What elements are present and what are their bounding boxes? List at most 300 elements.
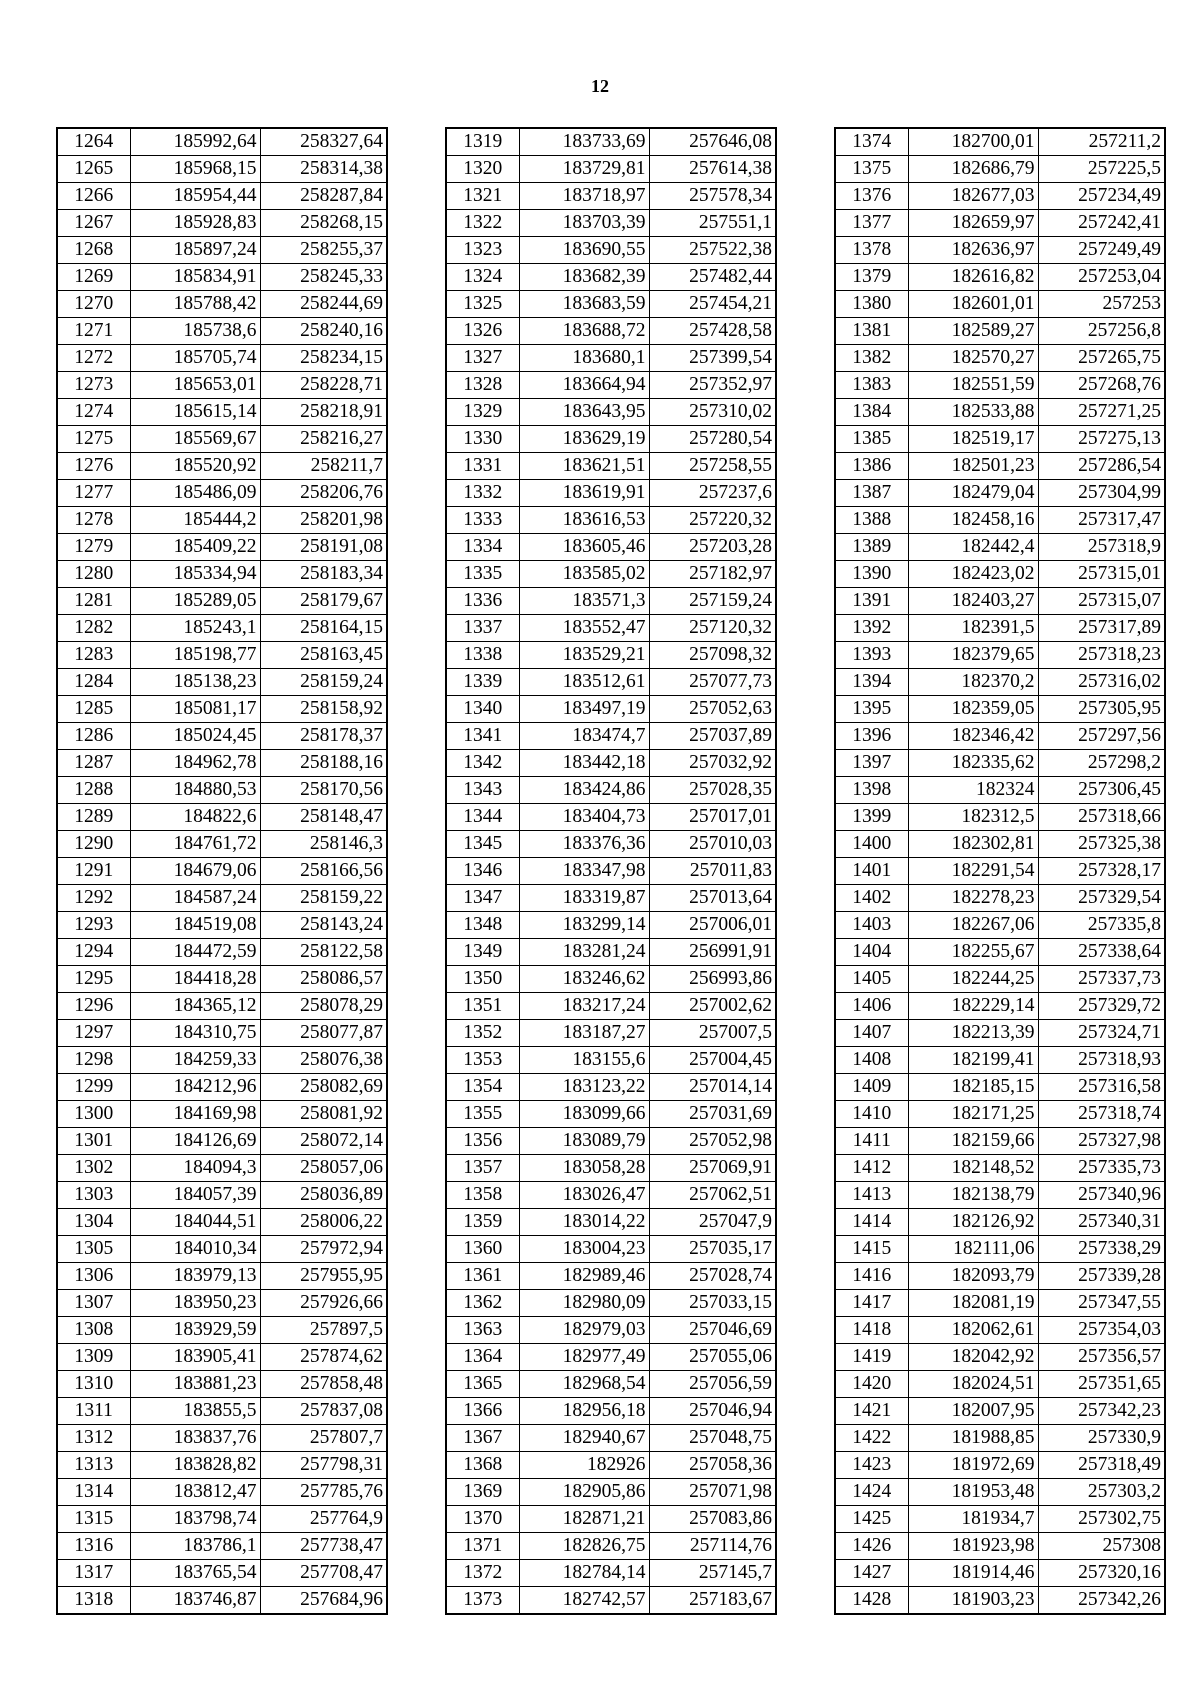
table-row bbox=[446, 723, 776, 750]
table-row bbox=[57, 399, 387, 426]
point-number-cell: 1419 bbox=[835, 1344, 908, 1371]
x-coordinate-cell: 183929,59 bbox=[130, 1317, 260, 1344]
x-coordinate-cell: 182359,05 bbox=[908, 696, 1038, 723]
x-coordinate-cell: 182346,42 bbox=[908, 723, 1038, 750]
point-number-cell: 1351 bbox=[446, 993, 519, 1020]
point-number-cell: 1307 bbox=[57, 1290, 130, 1317]
x-coordinate-cell: 182905,86 bbox=[519, 1479, 649, 1506]
y-coordinate-cell: 257048,75 bbox=[649, 1425, 776, 1452]
y-coordinate-cell: 257327,98 bbox=[1038, 1128, 1165, 1155]
table-row bbox=[446, 1128, 776, 1155]
point-number-cell: 1412 bbox=[835, 1155, 908, 1182]
point-number-cell: 1342 bbox=[446, 750, 519, 777]
point-number-cell: 1402 bbox=[835, 885, 908, 912]
y-coordinate-cell: 258245,33 bbox=[260, 264, 387, 291]
table-row bbox=[57, 237, 387, 264]
x-coordinate-cell: 185569,67 bbox=[130, 426, 260, 453]
y-coordinate-cell: 258183,34 bbox=[260, 561, 387, 588]
y-coordinate-cell: 258327,64 bbox=[260, 128, 387, 156]
table-row bbox=[835, 1128, 1165, 1155]
y-coordinate-cell: 257318,66 bbox=[1038, 804, 1165, 831]
table-row bbox=[446, 1533, 776, 1560]
y-coordinate-cell: 258164,15 bbox=[260, 615, 387, 642]
x-coordinate-cell: 184962,78 bbox=[130, 750, 260, 777]
table-row bbox=[835, 1155, 1165, 1182]
point-number-cell: 1340 bbox=[446, 696, 519, 723]
point-number-cell: 1428 bbox=[835, 1587, 908, 1615]
coordinates-table-2 bbox=[445, 127, 777, 1615]
table-row bbox=[446, 993, 776, 1020]
x-coordinate-cell: 183629,19 bbox=[519, 426, 649, 453]
table-row bbox=[57, 128, 387, 156]
table-row bbox=[57, 507, 387, 534]
x-coordinate-cell: 184010,34 bbox=[130, 1236, 260, 1263]
x-coordinate-cell: 183246,62 bbox=[519, 966, 649, 993]
x-coordinate-cell: 181953,48 bbox=[908, 1479, 1038, 1506]
point-number-cell: 1413 bbox=[835, 1182, 908, 1209]
x-coordinate-cell: 183442,18 bbox=[519, 750, 649, 777]
x-coordinate-cell: 183881,23 bbox=[130, 1371, 260, 1398]
y-coordinate-cell: 258163,45 bbox=[260, 642, 387, 669]
y-coordinate-cell: 257071,98 bbox=[649, 1479, 776, 1506]
table-row bbox=[835, 1560, 1165, 1587]
x-coordinate-cell: 183299,14 bbox=[519, 912, 649, 939]
point-number-cell: 1396 bbox=[835, 723, 908, 750]
x-coordinate-cell: 184822,6 bbox=[130, 804, 260, 831]
y-coordinate-cell: 258057,06 bbox=[260, 1155, 387, 1182]
x-coordinate-cell: 183905,41 bbox=[130, 1344, 260, 1371]
x-coordinate-cell: 183319,87 bbox=[519, 885, 649, 912]
x-coordinate-cell: 182335,62 bbox=[908, 750, 1038, 777]
y-coordinate-cell: 257785,76 bbox=[260, 1479, 387, 1506]
point-number-cell: 1291 bbox=[57, 858, 130, 885]
x-coordinate-cell: 183643,95 bbox=[519, 399, 649, 426]
y-coordinate-cell: 257342,26 bbox=[1038, 1587, 1165, 1615]
x-coordinate-cell: 184587,24 bbox=[130, 885, 260, 912]
table-row bbox=[835, 453, 1165, 480]
point-number-cell: 1310 bbox=[57, 1371, 130, 1398]
y-coordinate-cell: 257220,32 bbox=[649, 507, 776, 534]
y-coordinate-cell: 258078,29 bbox=[260, 993, 387, 1020]
table-row bbox=[446, 345, 776, 372]
x-coordinate-cell: 182199,41 bbox=[908, 1047, 1038, 1074]
point-number-cell: 1290 bbox=[57, 831, 130, 858]
y-coordinate-cell: 257428,58 bbox=[649, 318, 776, 345]
table-row bbox=[57, 939, 387, 966]
point-number-cell: 1350 bbox=[446, 966, 519, 993]
x-coordinate-cell: 185409,22 bbox=[130, 534, 260, 561]
table-row bbox=[57, 1371, 387, 1398]
y-coordinate-cell: 257183,67 bbox=[649, 1587, 776, 1615]
coordinates-table-3 bbox=[834, 127, 1166, 1615]
x-coordinate-cell: 183812,47 bbox=[130, 1479, 260, 1506]
x-coordinate-cell: 184169,98 bbox=[130, 1101, 260, 1128]
x-coordinate-cell: 183798,74 bbox=[130, 1506, 260, 1533]
x-coordinate-cell: 184259,33 bbox=[130, 1047, 260, 1074]
x-coordinate-cell: 182980,09 bbox=[519, 1290, 649, 1317]
point-number-cell: 1398 bbox=[835, 777, 908, 804]
table-row bbox=[835, 210, 1165, 237]
y-coordinate-cell: 257310,02 bbox=[649, 399, 776, 426]
point-number-cell: 1353 bbox=[446, 1047, 519, 1074]
page-number: 12 bbox=[591, 76, 609, 96]
x-coordinate-cell: 182379,65 bbox=[908, 642, 1038, 669]
point-number-cell: 1311 bbox=[57, 1398, 130, 1425]
table-row bbox=[57, 1344, 387, 1371]
table-row bbox=[835, 669, 1165, 696]
table-row bbox=[835, 966, 1165, 993]
table-row bbox=[835, 128, 1165, 156]
point-number-cell: 1304 bbox=[57, 1209, 130, 1236]
x-coordinate-cell: 183765,54 bbox=[130, 1560, 260, 1587]
point-number-cell: 1330 bbox=[446, 426, 519, 453]
y-coordinate-cell: 257275,13 bbox=[1038, 426, 1165, 453]
table-row bbox=[835, 1479, 1165, 1506]
point-number-cell: 1381 bbox=[835, 318, 908, 345]
y-coordinate-cell: 257305,95 bbox=[1038, 696, 1165, 723]
x-coordinate-cell: 183376,36 bbox=[519, 831, 649, 858]
point-number-cell: 1404 bbox=[835, 939, 908, 966]
point-number-cell: 1372 bbox=[446, 1560, 519, 1587]
y-coordinate-cell: 257807,7 bbox=[260, 1425, 387, 1452]
point-number-cell: 1345 bbox=[446, 831, 519, 858]
y-coordinate-cell: 258216,27 bbox=[260, 426, 387, 453]
point-number-cell: 1341 bbox=[446, 723, 519, 750]
table-row bbox=[835, 372, 1165, 399]
y-coordinate-cell: 257077,73 bbox=[649, 669, 776, 696]
x-coordinate-cell: 182062,61 bbox=[908, 1317, 1038, 1344]
x-coordinate-cell: 183497,19 bbox=[519, 696, 649, 723]
point-number-cell: 1379 bbox=[835, 264, 908, 291]
y-coordinate-cell: 257399,54 bbox=[649, 345, 776, 372]
point-number-cell: 1308 bbox=[57, 1317, 130, 1344]
y-coordinate-cell: 258268,15 bbox=[260, 210, 387, 237]
y-coordinate-cell: 257324,71 bbox=[1038, 1020, 1165, 1047]
table-row bbox=[835, 723, 1165, 750]
y-coordinate-cell: 258166,56 bbox=[260, 858, 387, 885]
x-coordinate-cell: 182601,01 bbox=[908, 291, 1038, 318]
y-coordinate-cell: 257002,62 bbox=[649, 993, 776, 1020]
table-row bbox=[835, 291, 1165, 318]
x-coordinate-cell: 182659,97 bbox=[908, 210, 1038, 237]
point-number-cell: 1378 bbox=[835, 237, 908, 264]
y-coordinate-cell: 257738,47 bbox=[260, 1533, 387, 1560]
x-coordinate-cell: 185334,94 bbox=[130, 561, 260, 588]
table-row bbox=[835, 1344, 1165, 1371]
point-number-cell: 1397 bbox=[835, 750, 908, 777]
table-row bbox=[446, 1371, 776, 1398]
table-row bbox=[57, 453, 387, 480]
y-coordinate-cell: 257315,07 bbox=[1038, 588, 1165, 615]
x-coordinate-cell: 183837,76 bbox=[130, 1425, 260, 1452]
table-row bbox=[835, 642, 1165, 669]
y-coordinate-cell: 257302,75 bbox=[1038, 1506, 1165, 1533]
x-coordinate-cell: 182533,88 bbox=[908, 399, 1038, 426]
table-row bbox=[57, 291, 387, 318]
x-coordinate-cell: 183512,61 bbox=[519, 669, 649, 696]
point-number-cell: 1423 bbox=[835, 1452, 908, 1479]
table-row bbox=[57, 1263, 387, 1290]
y-coordinate-cell: 258179,67 bbox=[260, 588, 387, 615]
y-coordinate-cell: 257242,41 bbox=[1038, 210, 1165, 237]
x-coordinate-cell: 184880,53 bbox=[130, 777, 260, 804]
table-row bbox=[835, 858, 1165, 885]
point-number-cell: 1312 bbox=[57, 1425, 130, 1452]
table-row bbox=[57, 1479, 387, 1506]
y-coordinate-cell: 258143,24 bbox=[260, 912, 387, 939]
y-coordinate-cell: 257083,86 bbox=[649, 1506, 776, 1533]
table-row bbox=[57, 723, 387, 750]
point-number-cell: 1331 bbox=[446, 453, 519, 480]
point-number-cell: 1326 bbox=[446, 318, 519, 345]
y-coordinate-cell: 257342,23 bbox=[1038, 1398, 1165, 1425]
y-coordinate-cell: 257182,97 bbox=[649, 561, 776, 588]
x-coordinate-cell: 183786,1 bbox=[130, 1533, 260, 1560]
point-number-cell: 1361 bbox=[446, 1263, 519, 1290]
x-coordinate-cell: 182501,23 bbox=[908, 453, 1038, 480]
point-number-cell: 1384 bbox=[835, 399, 908, 426]
point-number-cell: 1364 bbox=[446, 1344, 519, 1371]
y-coordinate-cell: 257318,23 bbox=[1038, 642, 1165, 669]
y-coordinate-cell: 258148,47 bbox=[260, 804, 387, 831]
x-coordinate-cell: 182700,01 bbox=[908, 128, 1038, 156]
point-number-cell: 1354 bbox=[446, 1074, 519, 1101]
y-coordinate-cell: 257258,55 bbox=[649, 453, 776, 480]
table-row bbox=[446, 1182, 776, 1209]
table-row bbox=[835, 318, 1165, 345]
table-row bbox=[446, 1587, 776, 1615]
point-number-cell: 1370 bbox=[446, 1506, 519, 1533]
point-number-cell: 1388 bbox=[835, 507, 908, 534]
point-number-cell: 1283 bbox=[57, 642, 130, 669]
point-number-cell: 1366 bbox=[446, 1398, 519, 1425]
point-number-cell: 1383 bbox=[835, 372, 908, 399]
y-coordinate-cell: 257056,59 bbox=[649, 1371, 776, 1398]
table-row bbox=[835, 183, 1165, 210]
table-row bbox=[835, 1506, 1165, 1533]
y-coordinate-cell: 257335,73 bbox=[1038, 1155, 1165, 1182]
table-row bbox=[446, 669, 776, 696]
table-row bbox=[835, 804, 1165, 831]
table-row bbox=[446, 615, 776, 642]
table-row bbox=[446, 1263, 776, 1290]
x-coordinate-cell: 182213,39 bbox=[908, 1020, 1038, 1047]
table-row bbox=[835, 534, 1165, 561]
x-coordinate-cell: 184126,69 bbox=[130, 1128, 260, 1155]
y-coordinate-cell: 257337,73 bbox=[1038, 966, 1165, 993]
table-row bbox=[446, 183, 776, 210]
x-coordinate-cell: 182159,66 bbox=[908, 1128, 1038, 1155]
point-number-cell: 1425 bbox=[835, 1506, 908, 1533]
table-row bbox=[835, 1209, 1165, 1236]
x-coordinate-cell: 183664,94 bbox=[519, 372, 649, 399]
y-coordinate-cell: 257280,54 bbox=[649, 426, 776, 453]
y-coordinate-cell: 257330,9 bbox=[1038, 1425, 1165, 1452]
y-coordinate-cell: 257013,64 bbox=[649, 885, 776, 912]
point-number-cell: 1348 bbox=[446, 912, 519, 939]
y-coordinate-cell: 257237,6 bbox=[649, 480, 776, 507]
x-coordinate-cell: 182551,59 bbox=[908, 372, 1038, 399]
table-row bbox=[57, 534, 387, 561]
y-coordinate-cell: 257249,49 bbox=[1038, 237, 1165, 264]
point-number-cell: 1273 bbox=[57, 372, 130, 399]
point-number-cell: 1390 bbox=[835, 561, 908, 588]
y-coordinate-cell: 257340,31 bbox=[1038, 1209, 1165, 1236]
point-number-cell: 1316 bbox=[57, 1533, 130, 1560]
x-coordinate-cell: 182171,25 bbox=[908, 1101, 1038, 1128]
y-coordinate-cell: 258158,92 bbox=[260, 696, 387, 723]
x-coordinate-cell: 185138,23 bbox=[130, 669, 260, 696]
point-number-cell: 1292 bbox=[57, 885, 130, 912]
table-row bbox=[835, 1047, 1165, 1074]
x-coordinate-cell: 184365,12 bbox=[130, 993, 260, 1020]
x-coordinate-cell: 182111,06 bbox=[908, 1236, 1038, 1263]
x-coordinate-cell: 183347,98 bbox=[519, 858, 649, 885]
point-number-cell: 1386 bbox=[835, 453, 908, 480]
point-number-cell: 1314 bbox=[57, 1479, 130, 1506]
y-coordinate-cell: 257798,31 bbox=[260, 1452, 387, 1479]
table-row bbox=[57, 1101, 387, 1128]
table-row bbox=[446, 912, 776, 939]
point-number-cell: 1400 bbox=[835, 831, 908, 858]
x-coordinate-cell: 182423,02 bbox=[908, 561, 1038, 588]
y-coordinate-cell: 257145,7 bbox=[649, 1560, 776, 1587]
table-row bbox=[446, 1560, 776, 1587]
point-number-cell: 1343 bbox=[446, 777, 519, 804]
y-coordinate-cell: 257708,47 bbox=[260, 1560, 387, 1587]
table-row bbox=[446, 291, 776, 318]
y-coordinate-cell: 257069,91 bbox=[649, 1155, 776, 1182]
y-coordinate-cell: 257011,83 bbox=[649, 858, 776, 885]
x-coordinate-cell: 182278,23 bbox=[908, 885, 1038, 912]
point-number-cell: 1349 bbox=[446, 939, 519, 966]
x-coordinate-cell: 185788,42 bbox=[130, 291, 260, 318]
point-number-cell: 1274 bbox=[57, 399, 130, 426]
x-coordinate-cell: 183616,53 bbox=[519, 507, 649, 534]
x-coordinate-cell: 181972,69 bbox=[908, 1452, 1038, 1479]
point-number-cell: 1318 bbox=[57, 1587, 130, 1615]
point-number-cell: 1362 bbox=[446, 1290, 519, 1317]
y-coordinate-cell: 257354,03 bbox=[1038, 1317, 1165, 1344]
y-coordinate-cell: 257014,14 bbox=[649, 1074, 776, 1101]
table-row bbox=[446, 1479, 776, 1506]
point-number-cell: 1360 bbox=[446, 1236, 519, 1263]
x-coordinate-cell: 184212,96 bbox=[130, 1074, 260, 1101]
x-coordinate-cell: 183552,47 bbox=[519, 615, 649, 642]
table-row bbox=[446, 210, 776, 237]
x-coordinate-cell: 182826,75 bbox=[519, 1533, 649, 1560]
y-coordinate-cell: 257328,17 bbox=[1038, 858, 1165, 885]
x-coordinate-cell: 183571,3 bbox=[519, 588, 649, 615]
x-coordinate-cell: 181903,23 bbox=[908, 1587, 1038, 1615]
x-coordinate-cell: 182229,14 bbox=[908, 993, 1038, 1020]
point-number-cell: 1424 bbox=[835, 1479, 908, 1506]
x-coordinate-cell: 182871,21 bbox=[519, 1506, 649, 1533]
y-coordinate-cell: 257304,99 bbox=[1038, 480, 1165, 507]
table-row bbox=[57, 831, 387, 858]
x-coordinate-cell: 184761,72 bbox=[130, 831, 260, 858]
table-row bbox=[57, 966, 387, 993]
y-coordinate-cell: 257315,01 bbox=[1038, 561, 1165, 588]
x-coordinate-cell: 182940,67 bbox=[519, 1425, 649, 1452]
point-number-cell: 1335 bbox=[446, 561, 519, 588]
table-row bbox=[57, 615, 387, 642]
point-number-cell: 1264 bbox=[57, 128, 130, 156]
y-coordinate-cell: 257926,66 bbox=[260, 1290, 387, 1317]
table-row bbox=[446, 1047, 776, 1074]
y-coordinate-cell: 257253,04 bbox=[1038, 264, 1165, 291]
y-coordinate-cell: 258244,69 bbox=[260, 291, 387, 318]
table-row bbox=[446, 1020, 776, 1047]
y-coordinate-cell: 257522,38 bbox=[649, 237, 776, 264]
x-coordinate-cell: 182007,95 bbox=[908, 1398, 1038, 1425]
table-row bbox=[446, 372, 776, 399]
x-coordinate-cell: 185897,24 bbox=[130, 237, 260, 264]
y-coordinate-cell: 258086,57 bbox=[260, 966, 387, 993]
y-coordinate-cell: 257033,15 bbox=[649, 1290, 776, 1317]
x-coordinate-cell: 182370,2 bbox=[908, 669, 1038, 696]
x-coordinate-cell: 183099,66 bbox=[519, 1101, 649, 1128]
y-coordinate-cell: 257317,89 bbox=[1038, 615, 1165, 642]
table-row bbox=[446, 804, 776, 831]
y-coordinate-cell: 257329,54 bbox=[1038, 885, 1165, 912]
y-coordinate-cell: 257031,69 bbox=[649, 1101, 776, 1128]
table-row bbox=[446, 1236, 776, 1263]
table-row bbox=[446, 156, 776, 183]
point-number-cell: 1278 bbox=[57, 507, 130, 534]
table-row bbox=[57, 1587, 387, 1615]
x-coordinate-cell: 183155,6 bbox=[519, 1047, 649, 1074]
point-number-cell: 1334 bbox=[446, 534, 519, 561]
y-coordinate-cell: 256991,91 bbox=[649, 939, 776, 966]
table-row bbox=[835, 588, 1165, 615]
x-coordinate-cell: 182185,15 bbox=[908, 1074, 1038, 1101]
point-number-cell: 1272 bbox=[57, 345, 130, 372]
y-coordinate-cell: 258072,14 bbox=[260, 1128, 387, 1155]
table-row bbox=[835, 1317, 1165, 1344]
table-row bbox=[57, 588, 387, 615]
table-row bbox=[57, 1533, 387, 1560]
table-row bbox=[57, 669, 387, 696]
table-row bbox=[57, 1317, 387, 1344]
point-number-cell: 1303 bbox=[57, 1182, 130, 1209]
x-coordinate-cell: 182677,03 bbox=[908, 183, 1038, 210]
table-row bbox=[835, 831, 1165, 858]
point-number-cell: 1313 bbox=[57, 1452, 130, 1479]
table-row bbox=[446, 1317, 776, 1344]
y-coordinate-cell: 257858,48 bbox=[260, 1371, 387, 1398]
x-coordinate-cell: 184679,06 bbox=[130, 858, 260, 885]
x-coordinate-cell: 182081,19 bbox=[908, 1290, 1038, 1317]
table-row bbox=[835, 885, 1165, 912]
x-coordinate-cell: 182570,27 bbox=[908, 345, 1038, 372]
x-coordinate-cell: 183026,47 bbox=[519, 1182, 649, 1209]
y-coordinate-cell: 258178,37 bbox=[260, 723, 387, 750]
y-coordinate-cell: 258082,69 bbox=[260, 1074, 387, 1101]
x-coordinate-cell: 184418,28 bbox=[130, 966, 260, 993]
x-coordinate-cell: 182968,54 bbox=[519, 1371, 649, 1398]
x-coordinate-cell: 182589,27 bbox=[908, 318, 1038, 345]
table-row bbox=[57, 1452, 387, 1479]
x-coordinate-cell: 183729,81 bbox=[519, 156, 649, 183]
y-coordinate-cell: 258159,22 bbox=[260, 885, 387, 912]
y-coordinate-cell: 257004,45 bbox=[649, 1047, 776, 1074]
y-coordinate-cell: 257482,44 bbox=[649, 264, 776, 291]
y-coordinate-cell: 258228,71 bbox=[260, 372, 387, 399]
point-number-cell: 1296 bbox=[57, 993, 130, 1020]
y-coordinate-cell: 257614,38 bbox=[649, 156, 776, 183]
y-coordinate-cell: 257340,96 bbox=[1038, 1182, 1165, 1209]
